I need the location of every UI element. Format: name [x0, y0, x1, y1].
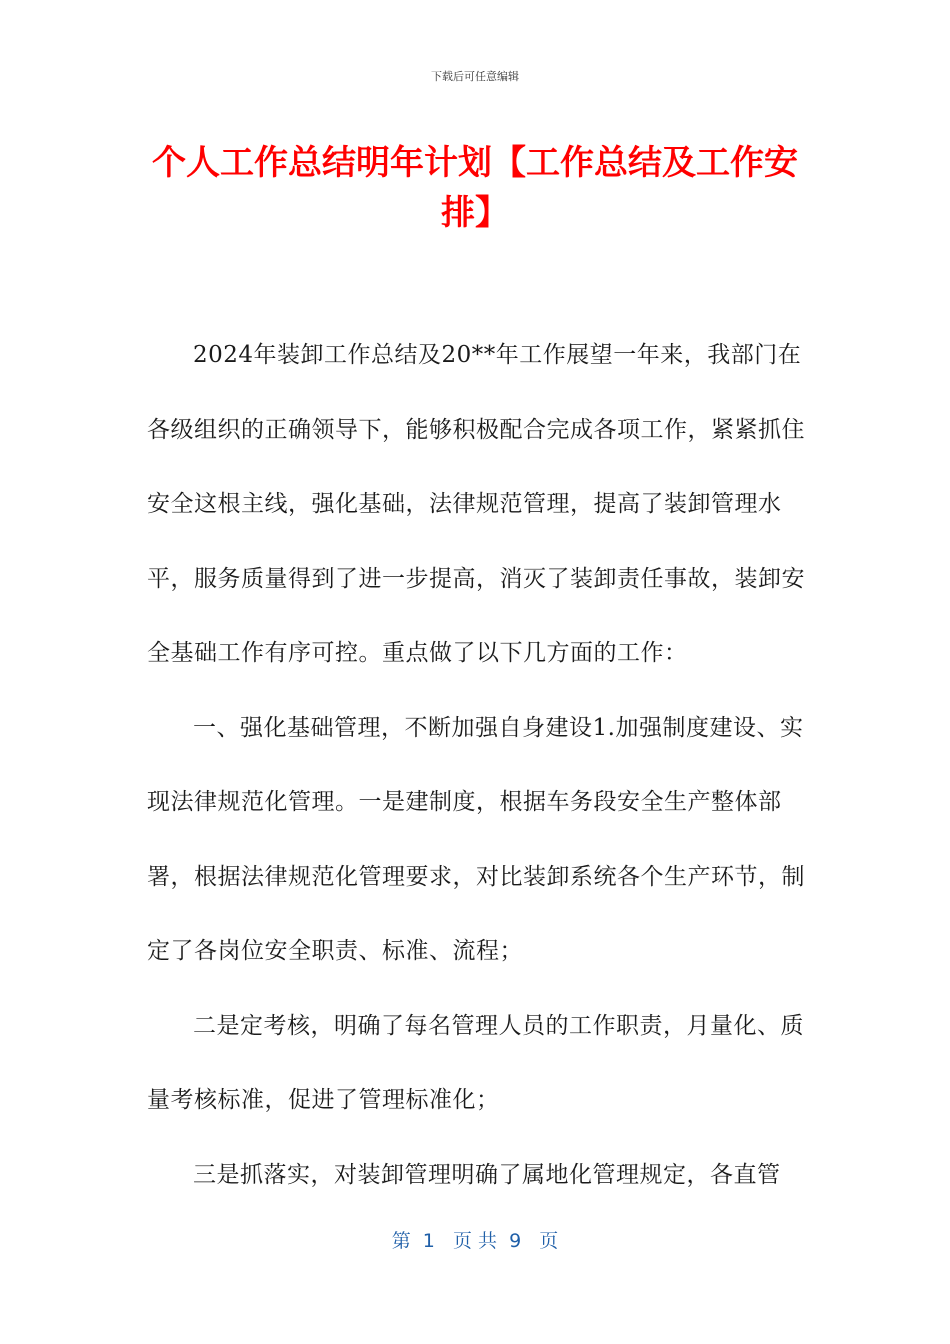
paragraph: 2024年装卸工作总结及20**年工作展望一年来，我部门在各级组织的正确领导下，能够积极配合完成各项工作，紧紧抓住安全这根主线，强化基础，法律规范管理，提高了装卸管理水平，服务质量得到了进一步提高，消灭了装卸责任事故，装卸安全基础工作有序可控。重点做了以下几方面的工作： — [147, 342, 805, 666]
document-title: 个人工作总结明年计划【工作总结及工作安排】 — [152, 143, 798, 233]
page-number: 第 1 页 共 9 页 — [391, 1230, 559, 1252]
paragraph: 二是定考核，明确了每名管理人员的工作职责，月量化、质量考核标准，促进了管理标准化； — [147, 1012, 804, 1113]
document-body — [147, 318, 807, 1212]
paragraph: 三是抓落实，对装卸管理明确了属地化管理规定，各直管 — [193, 1161, 781, 1188]
paragraph: 一、强化基础管理，不断加强自身建设1.加强制度建设、实现法律规范化管理。一是建制度，根据车务段安全生产整体部署，根据法律规范化管理要求，对比装卸系统各个生产环节，制定了各岗位安全职责、标准、流程； — [147, 714, 805, 964]
header-note: 下载后可任意编辑 — [431, 70, 519, 83]
